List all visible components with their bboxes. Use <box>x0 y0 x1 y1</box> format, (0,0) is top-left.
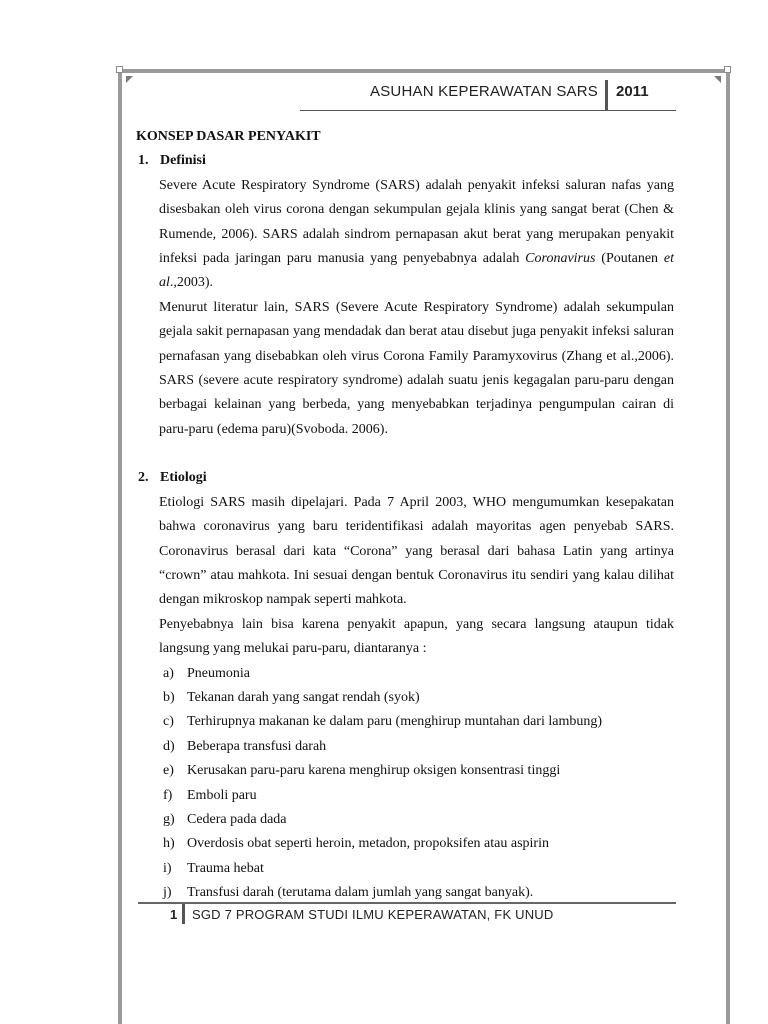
list-item <box>136 735 674 759</box>
list-item <box>136 686 674 710</box>
list-marker: c) <box>163 714 174 730</box>
etiologi-paragraph-1: Etiologi SARS masih dipelajari. Pada 7 April 2003, WHO mengumumkan kesepakatan bahwa coronavirus yang baru teridentifikasi adalah mayoritas agen penyebab SARS. Coronavirus berasal dari kata “Corona” yang berasal dari bahasa Latin yang artinya “crown” atau mahkota. Ini sesuai dengan bentuk Coronavirus itu sendiri yang kalau dilihat dengan mikroskop nampak seperti mahkota. <box>159 494 674 608</box>
list-marker: b) <box>163 689 175 705</box>
list-marker: i) <box>163 860 172 876</box>
page-header <box>300 80 676 111</box>
list-marker: h) <box>163 836 175 852</box>
etiologi-cause-list <box>136 662 674 906</box>
document-body <box>136 125 674 906</box>
list-item-text: Pneumonia <box>187 665 250 681</box>
list-item-text: Terhirupnya makanan ke dalam paru (menghirup muntahan dari lambung) <box>187 714 602 730</box>
corner-mark-top-left <box>126 76 133 83</box>
page-frame-left <box>118 69 122 1024</box>
list-item <box>136 662 674 686</box>
list-marker: g) <box>163 811 175 827</box>
list-marker: e) <box>163 763 174 779</box>
page-frame-top <box>118 69 730 73</box>
definisi-paragraph-1 <box>136 174 674 296</box>
etiologi-title: Etiologi <box>160 470 207 486</box>
page-frame-right <box>726 69 730 1024</box>
page-number: 1 <box>170 907 178 922</box>
corner-square-top-left <box>116 66 123 73</box>
footer-text: SGD 7 PROGRAM STUDI ILMU KEPERAWATAN, FK UNUD <box>192 907 554 922</box>
list-item-text: Kerusakan paru-paru karena menghirup oksigen konsentrasi tinggi <box>187 763 561 779</box>
header-year: 2011 <box>616 83 649 100</box>
definisi-p1-italic: Coronavirus <box>525 251 596 267</box>
list-item <box>136 808 674 832</box>
footer-rule <box>138 902 676 904</box>
list-item <box>136 710 674 734</box>
list-item-text: Beberapa transfusi darah <box>187 738 327 754</box>
etiologi-number: 2. <box>138 470 149 486</box>
list-item <box>136 759 674 783</box>
definisi-p1-text-b: (Poutanen <box>595 251 664 267</box>
list-item-text: Cedera pada dada <box>187 811 287 827</box>
definisi-paragraph-2: Menurut literatur lain, SARS (Severe Acute Respiratory Syndrome) adalah sekumpulan gejala sakit pernapasan yang mendadak dan berat atau disebut juga penyakit infeksi saluran pernafasan yang disebabkan oleh virus Corona Family Paramyxovirus (Zhang et al.,2006). SARS (severe acute respiratory syndrome) adalah suatu jenis kegagalan paru-paru dengan berbagai kelainan yang berbeda, yang menyebabkan terjadinya pengumpulan cairan di paru-paru (edema paru)(Svoboda. 2006). <box>159 299 674 437</box>
corner-square-top-right <box>724 66 731 73</box>
footer-separator <box>182 904 185 924</box>
section-title: KONSEP DASAR PENYAKIT <box>136 129 321 144</box>
list-item-text: Transfusi darah (terutama dalam jumlah yang sangat banyak). <box>187 885 534 901</box>
list-marker: j) <box>163 885 172 901</box>
list-item <box>136 784 674 808</box>
header-title: ASUHAN KEPERAWATAN SARS <box>370 83 598 100</box>
definisi-p1-text: Severe Acute Respiratory Syndrome (SARS) adalah penyakit infeksi saluran nafas yang disesbakan oleh virus corona dengan sekumpulan gejala klinis yang sangat berat (Chen & Rumende, 2006). SARS adalah sindrom pernapasan akut berat yang merupakan penyakit infeksi pada jaringan paru manusia yang penyebabnya adalah <box>159 177 674 267</box>
list-marker: f) <box>163 787 173 803</box>
list-marker: d) <box>163 738 175 754</box>
corner-mark-top-right <box>714 76 721 83</box>
section-spacer <box>136 442 674 466</box>
definisi-number: 1. <box>138 153 149 169</box>
definisi-p1-text-c: .,2003). <box>169 275 214 291</box>
etiologi-heading <box>136 466 674 490</box>
definisi-heading <box>136 149 674 173</box>
list-item-text: Trauma hebat <box>187 860 264 876</box>
list-item-text: Emboli paru <box>187 787 257 803</box>
list-item <box>136 857 674 881</box>
definisi-p1-etal: et al <box>159 251 674 291</box>
list-item <box>136 832 674 856</box>
list-marker: a) <box>163 665 174 681</box>
list-item-text: Tekanan darah yang sangat rendah (syok) <box>187 689 420 705</box>
list-item-text: Overdosis obat seperti heroin, metadon, propoksifen atau aspirin <box>187 836 549 852</box>
definisi-title: Definisi <box>160 153 206 169</box>
header-separator <box>605 80 608 110</box>
etiologi-paragraph-2: Penyebabnya lain bisa karena penyakit apapun, yang secara langsung ataupun tidak langsung yang melukai paru-paru, diantaranya : <box>159 616 674 657</box>
